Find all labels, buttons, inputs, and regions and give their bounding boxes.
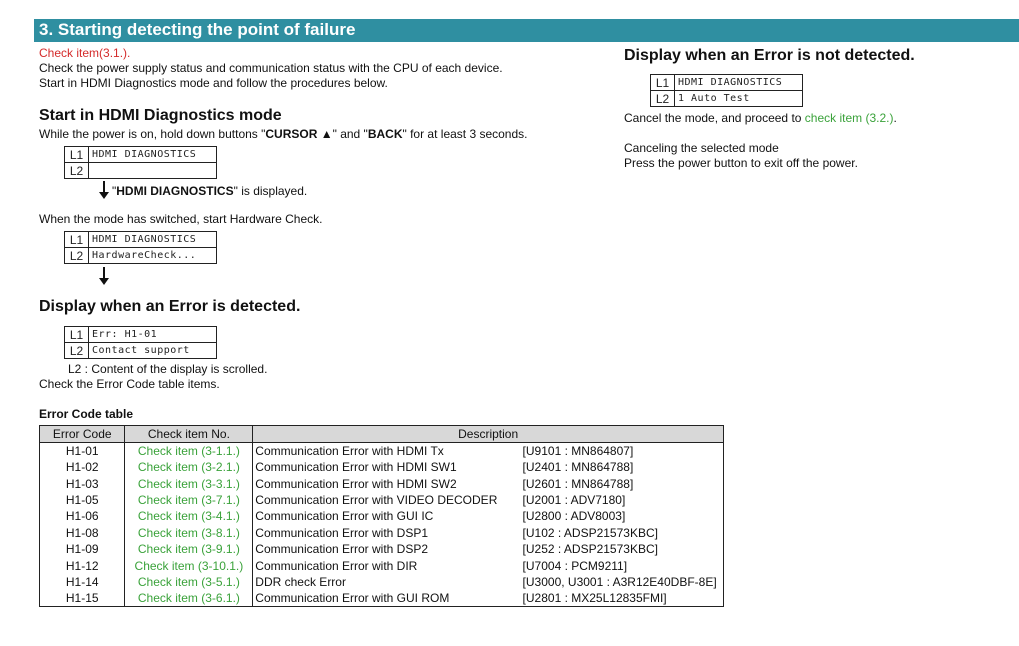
description-cell: Communication Error with DIR: [253, 557, 523, 573]
lcd-row-text: Err: H1-01: [89, 327, 217, 343]
check-item-link[interactable]: Check item (3-6.1.): [125, 590, 253, 607]
description-cell: Communication Error with VIDEO DECODER: [253, 492, 523, 508]
check-item-link[interactable]: Check item (3-7.1.): [125, 492, 253, 508]
lcd-row-label: L1: [65, 232, 89, 248]
start-mode-heading: Start in HDMI Diagnostics mode: [39, 107, 282, 124]
check-item-3-2-link[interactable]: check item (3.2.): [804, 111, 894, 125]
intro-line-1: Check the power supply status and communication status with the CPU of each device.: [39, 61, 503, 75]
lcd-row-label: L1: [65, 327, 89, 343]
description-cell: DDR check Error: [253, 574, 523, 590]
lcd-row-label: L1: [651, 75, 675, 91]
check-item-link[interactable]: Check item (3-10.1.): [125, 557, 253, 573]
lcd-row-text: HDMI DIAGNOSTICS: [89, 232, 217, 248]
part-ref-cell: [U2801 : MX25L12835FMI]: [523, 590, 724, 607]
lcd-row-label: L2: [651, 91, 675, 107]
check-item-link[interactable]: Check item (3-2.1.): [125, 459, 253, 475]
error-table-title: Error Code table: [39, 407, 134, 421]
part-ref-cell: [U2401 : MN864788]: [523, 459, 724, 475]
canceling-title: Canceling the selected mode: [624, 141, 779, 155]
lcd-row-label: L2: [65, 163, 89, 179]
description-cell: Communication Error with DSP2: [253, 541, 523, 557]
error-code-cell: H1-14: [40, 574, 125, 590]
error-code-cell: H1-03: [40, 475, 125, 491]
part-ref-cell: [U2601 : MN864788]: [523, 475, 724, 491]
check-item-link[interactable]: Check item (3-8.1.): [125, 525, 253, 541]
part-ref-cell: [U9101 : MN864807]: [523, 443, 724, 460]
intro-check-ref[interactable]: Check item(3.1.).: [39, 46, 131, 60]
table-row: [40, 475, 724, 491]
header-description: Description: [253, 426, 724, 443]
lcd-row-text: 1 Auto Test: [675, 91, 803, 107]
table-row: [40, 590, 724, 607]
lcd-display-error: [64, 326, 217, 359]
part-ref-cell: [U252 : ADSP21573KBC]: [523, 541, 724, 557]
error-detected-heading: Display when an Error is detected.: [39, 298, 301, 315]
table-row: [40, 525, 724, 541]
description-cell: Communication Error with HDMI Tx: [253, 443, 523, 460]
error-code-table: [39, 425, 724, 607]
scroll-note: L2 : Content of the display is scrolled.: [68, 362, 268, 376]
mode-switched-text: When the mode has switched, start Hardware Check.: [39, 212, 323, 226]
error-code-cell: H1-01: [40, 443, 125, 460]
lcd-row-label: L1: [65, 147, 89, 163]
check-item-link[interactable]: Check item (3-5.1.): [125, 574, 253, 590]
description-cell: Communication Error with DSP1: [253, 525, 523, 541]
table-header-row: [40, 426, 724, 443]
header-error-code: Error Code: [40, 426, 125, 443]
table-row: [40, 557, 724, 573]
lcd-row-text: HDMI DIAGNOSTICS: [675, 75, 803, 91]
error-not-detected-heading: Display when an Error is not detected.: [624, 47, 915, 64]
cancel-mode-text: Cancel the mode, and proceed to check item (3.2.).: [624, 111, 897, 125]
lcd-display-no-error: [650, 74, 803, 107]
error-code-cell: H1-09: [40, 541, 125, 557]
part-ref-cell: [U3000, U3001 : A3R12E40DBF-8E]: [523, 574, 724, 590]
canceling-text: Press the power button to exit off the power.: [624, 156, 858, 170]
lcd-row-text: Contact support: [89, 343, 217, 359]
description-cell: Communication Error with HDMI SW1: [253, 459, 523, 475]
error-code-cell: H1-06: [40, 508, 125, 524]
lcd-row-text: HDMI DIAGNOSTICS: [89, 147, 217, 163]
intro-line-2: Start in HDMI Diagnostics mode and follow the procedures below.: [39, 76, 388, 90]
error-code-cell: H1-12: [40, 557, 125, 573]
description-cell: Communication Error with GUI ROM: [253, 590, 523, 607]
table-row: [40, 492, 724, 508]
check-item-link[interactable]: Check item (3-3.1.): [125, 475, 253, 491]
description-cell: Communication Error with HDMI SW2: [253, 475, 523, 491]
table-row: [40, 574, 724, 590]
section-header-bar: [34, 19, 1019, 42]
down-arrow-icon: [103, 267, 105, 279]
header-check-item: Check item No.: [125, 426, 253, 443]
lcd-row-text: HardwareCheck...: [89, 248, 217, 264]
table-row: [40, 443, 724, 460]
lcd-row-text: [89, 163, 217, 179]
check-item-link[interactable]: Check item (3-1.1.): [125, 443, 253, 460]
part-ref-cell: [U102 : ADSP21573KBC]: [523, 525, 724, 541]
table-row: [40, 459, 724, 475]
lcd-row-label: L2: [65, 343, 89, 359]
check-error-table-note: Check the Error Code table items.: [39, 377, 220, 391]
part-ref-cell: [U7004 : PCM9211]: [523, 557, 724, 573]
description-cell: Communication Error with GUI IC: [253, 508, 523, 524]
error-code-cell: H1-08: [40, 525, 125, 541]
check-item-link[interactable]: Check item (3-9.1.): [125, 541, 253, 557]
down-arrow-icon: [103, 181, 105, 193]
table-row: [40, 508, 724, 524]
lcd-display-startup: [64, 146, 217, 179]
error-code-cell: H1-15: [40, 590, 125, 607]
part-ref-cell: [U2001 : ADV7180]: [523, 492, 724, 508]
lcd-display-hardware-check: [64, 231, 217, 264]
start-mode-instruction: While the power is on, hold down buttons "CURSOR ▲" and "BACK" for at least 3 seconds.: [39, 127, 528, 141]
part-ref-cell: [U2800 : ADV8003]: [523, 508, 724, 524]
lcd-row-label: L2: [65, 248, 89, 264]
check-item-link[interactable]: Check item (3-4.1.): [125, 508, 253, 524]
diagnostics-displayed-note: "HDMI DIAGNOSTICS" is displayed.: [112, 184, 308, 198]
table-row: [40, 541, 724, 557]
error-code-cell: H1-05: [40, 492, 125, 508]
section-title: 3. Starting detecting the point of failure: [39, 20, 356, 39]
error-code-cell: H1-02: [40, 459, 125, 475]
